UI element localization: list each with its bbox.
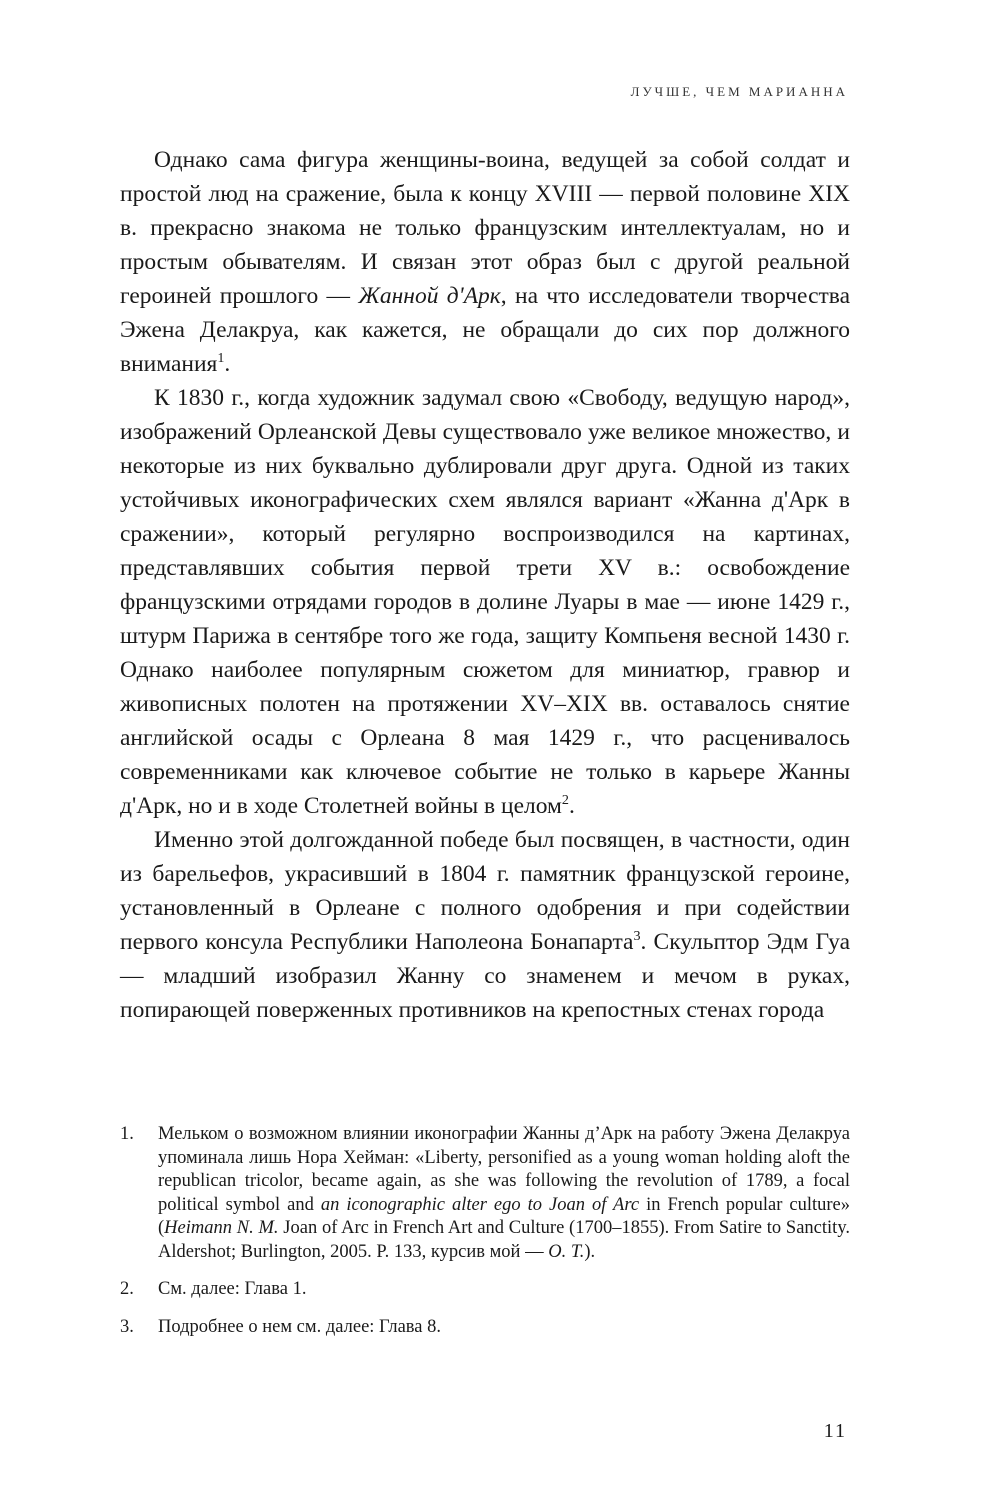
footnote-text: Мельком о возможном влиянии иконографии Жанны д’Арк на работу Эжена Делакруа упоминала лишь Нора Хейман: «Liberty, personified as a young woman holding aloft the republican tricolor, became again, as she was following the revolution of 1789, a focal political symbol and an iconographic alter ego to Joan of Arc in French popular culture» (Heimann N. M. Joan of Arc in French Art and Culture (1700–1855). From Satire to Sanctity. Aldershot; Burlington, 2005. P. 133, курсив мой — O. T.).: [158, 1124, 850, 1262]
paragraph-italic: Жанной д'Арк: [358, 283, 501, 309]
footnote: [120, 1123, 850, 1264]
running-head: ЛУЧШЕ, ЧЕМ МАРИАННА: [630, 84, 848, 99]
paragraph-text: К 1830 г., когда художник задумал свою «Свободу, ведущую народ», изображений Орлеанской Девы существовало уже великое множество, и некоторые из них буквально дублировали друг друга. Одной из таких устойчивых иконографических схем являлся вариант «Жанна д'Арк в сражении», который регулярно воспроизводился на картинах, представлявших события первой трети XV в.: освобождение французскими отрядами городов в долине Луары в мае — июне 1429 г., штурм Парижа в сентябре того же года, защиту Компьеня весной 1430 г. Однако наиболее популярным сюжетом для миниатюр, гравюр и живописных полотен на протяжении XV–XIX вв. оставалось снятие английской осады с Орлеана 8 мая 1429 г., что расценивалось современниками как ключевое событие не только в карьере Жанны д'Арк, но и в ходе Столетней войны в целом: [120, 385, 850, 819]
paragraph-text: .: [568, 793, 575, 819]
footnote: [120, 1316, 850, 1340]
footnote-number: 1.: [120, 1124, 134, 1144]
paragraph: [120, 823, 850, 1027]
paragraph-text: .: [224, 351, 231, 377]
footnote-text: См. далее: Глава 1.: [158, 1279, 307, 1299]
footnotes: [120, 1123, 850, 1353]
footnote-ref[interactable]: 2: [561, 792, 569, 809]
footnote: [120, 1278, 850, 1302]
paragraph: [120, 381, 850, 823]
footnote-number: 2.: [120, 1279, 134, 1299]
paragraph-text: , на что исследователи творчества Эжена Делакруа, как кажется, не обращали до сих пор должного внимания: [120, 283, 850, 377]
paragraph-text: Именно этой долгожданной победе был посвящен, в частности, один из барельефов, украсивший в 1804 г. памятник французской героине, установленный в Орлеане с полного одобрения и при содействии первого консула Республики Наполеона Бонапарта: [120, 827, 850, 955]
page-number: 11: [823, 1420, 847, 1442]
footnote-number: 3.: [120, 1316, 134, 1337]
body-text: [120, 143, 850, 1027]
footnote-text: Подробнее о нем см. далее: Глава 8.: [158, 1316, 441, 1337]
paragraph: [120, 143, 850, 381]
footnote-ref[interactable]: 3: [633, 928, 641, 945]
footnote-ref[interactable]: 1: [217, 350, 225, 367]
paragraph-text: . Скульптор Эдм Гуа — младший изобразил Жанну со знаменем и мечом в руках, попирающей поверженных противников на крепостных стенах города: [120, 929, 851, 1023]
paragraph-text: Однако сама фигура женщины-воина, ведущей за собой солдат и простой люд на сражение, была к концу XVIII — первой половине XIX в. прекрасно знакома не только французским интеллектуалам, но и простым обывателям. И связан этот образ был с другой реальной героиней прошлого —: [120, 147, 850, 309]
